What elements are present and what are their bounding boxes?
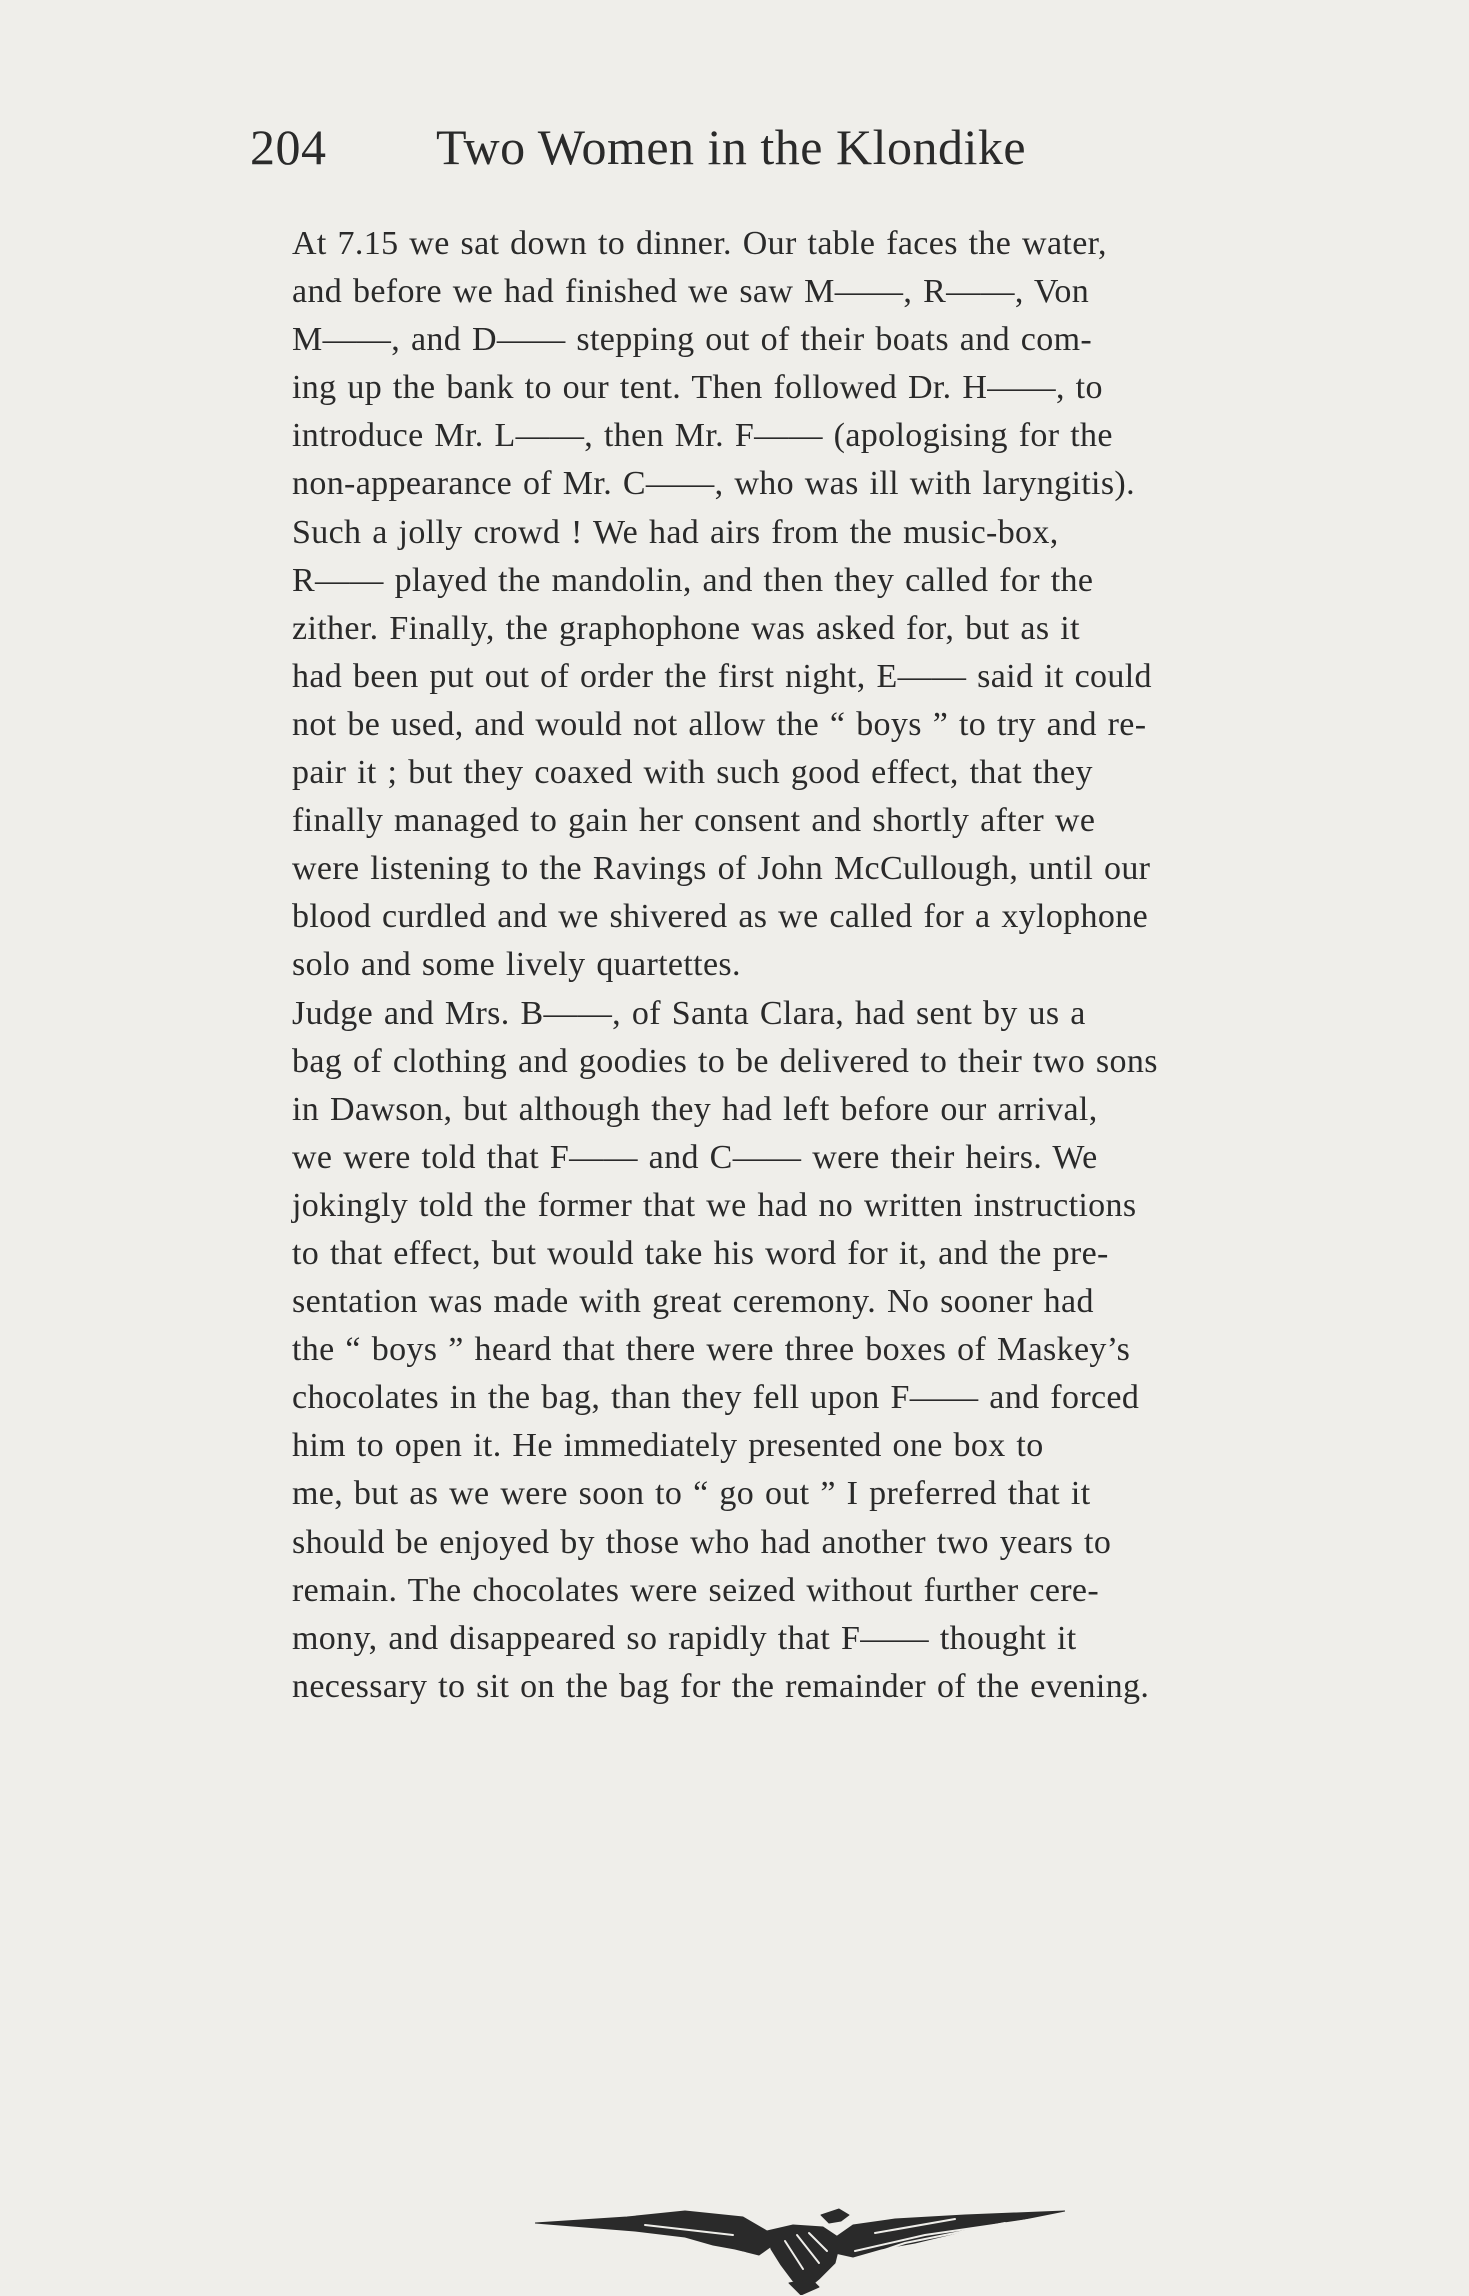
paragraph-chocolates [250,990,1350,1711]
text-line: solo and some lively quartettes. [292,946,741,984]
paragraph-dinner-party [250,220,1350,990]
body-text [250,220,1350,1711]
eagle-tailpiece-icon [535,2205,1065,2295]
text-line: bag of clothing and goodies to be delivered to their two sons [292,1042,1158,1080]
text-line: remain. The chocolates were seized without further cere- [292,1571,1100,1609]
running-title: Two Women in the Klondike [436,119,1027,175]
text-line: the “ boys ” heard that there were three boxes of Maskey’s [292,1331,1131,1369]
text-line: introduce Mr. L——, then Mr. F—— (apologising for the [292,417,1113,455]
text-line: R—— played the mandolin, and then they called for the [292,561,1094,599]
text-line: M——, and D—— stepping out of their boats and com- [292,321,1093,359]
text-line: should be enjoyed by those who had another two years to [292,1523,1112,1561]
text-line: necessary to sit on the bag for the remainder of the evening. [292,1667,1150,1705]
text-line: had been put out of order the first night, E—— said it could [292,657,1152,695]
text-line: Such a jolly crowd ! We had airs from the music-box, [292,513,1059,551]
text-line: not be used, and would not allow the “ boys ” to try and re- [292,705,1147,743]
text-line: to that effect, but would take his word for it, and the pre- [292,1234,1109,1272]
text-line: him to open it. He immediately presented one box to [292,1427,1044,1465]
text-line: zither. Finally, the graphophone was asked for, but as it [292,609,1080,647]
text-line: blood curdled and we shivered as we called for a xylophone [292,898,1149,936]
text-line: finally managed to gain her consent and shortly after we [292,802,1096,840]
text-line: sentation was made with great ceremony. No sooner had [292,1283,1094,1321]
page-number: 204 [250,119,327,175]
running-head [250,112,1250,182]
text-line: non-appearance of Mr. C——, who was ill with laryngitis). [292,465,1135,503]
text-line: At 7.15 we sat down to dinner. Our table faces the water, [292,225,1107,262]
text-line: ing up the bank to our tent. Then followed Dr. H——, to [292,369,1103,407]
text-line: pair it ; but they coaxed with such good effect, that they [292,754,1093,792]
text-line: jokingly told the former that we had no written instructions [292,1186,1137,1224]
text-line: mony, and disappeared so rapidly that F—— thought it [292,1619,1077,1657]
text-line: Judge and Mrs. B——, of Santa Clara, had sent by us a [292,994,1086,1032]
text-line: chocolates in the bag, than they fell upon F—— and forced [292,1379,1140,1417]
text-line: me, but as we were soon to “ go out ” I preferred that it [292,1475,1091,1513]
text-line: we were told that F—— and C—— were their heirs. We [292,1138,1098,1176]
text-line: were listening to the Ravings of John McCullough, until our [292,850,1151,888]
text-line: and before we had finished we saw M——, R——, Von [292,273,1090,311]
text-line: in Dawson, but although they had left before our arrival, [292,1090,1098,1128]
